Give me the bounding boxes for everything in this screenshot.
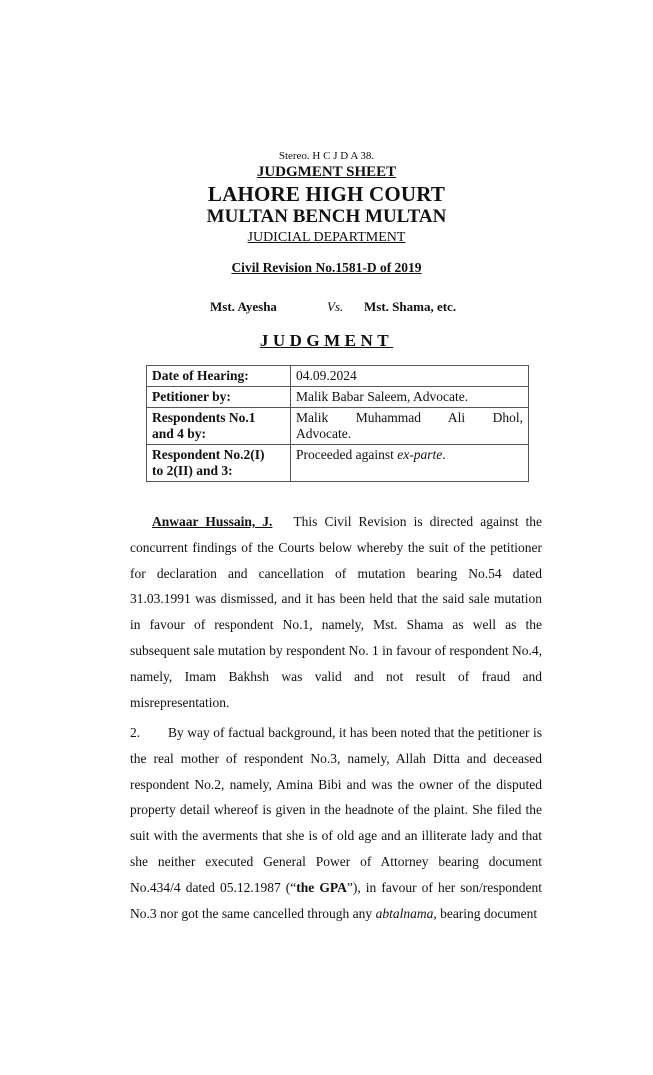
- versus-label: Vs.: [327, 299, 344, 314]
- respondents-counsel-value-line2: Advocate.: [296, 426, 352, 441]
- paragraph-2-text-c: , bearing document: [433, 905, 538, 921]
- court-name: LAHORE HIGH COURT: [207, 182, 446, 206]
- table-row: [147, 366, 529, 387]
- date-of-hearing-value: 04.09.2024: [291, 366, 529, 387]
- respondents-counsel-value: [291, 408, 529, 445]
- respondents-counsel-label-line2: and 4 by:: [152, 426, 207, 441]
- judgment-sheet-title: JUDGMENT SHEET: [256, 164, 397, 180]
- date-of-hearing-label: Date of Hearing:: [147, 366, 291, 387]
- respondents-counsel-value-line1: Malik Muhammad Ali Dhol,: [296, 410, 523, 425]
- hearing-details-table: [146, 365, 529, 482]
- table-row: [147, 408, 529, 445]
- exparte-period: .: [442, 447, 446, 462]
- exparte-text: Proceeded against: [296, 447, 398, 462]
- paragraph-1-text: This Civil Revision is directed against the concurrent findings of the Courts below whereby the suit of the petitioner for declaration and cancellation of mutation bearing No.54 dated 31.03.1991 was dismissed, and it has been held that the said sale mutation in favour of respondent No.1, namely, Mst. Shama as well as the subsequent sale mutation by respondent No. 1 in favour of respondent No.4, namely, Imam Bakhsh was valid and not result of fraud and misrepresentation.: [130, 514, 543, 710]
- department-name: JUDICIAL DEPARTMENT: [247, 230, 406, 245]
- paragraph-1: [130, 509, 542, 715]
- respondents-counsel-label: [147, 408, 291, 445]
- case-number: Civil Revision No.1581-D of 2019: [231, 260, 422, 275]
- gpa-term: the GPA: [296, 879, 347, 895]
- petitioner-counsel-value: Malik Babar Saleem, Advocate.: [291, 387, 529, 408]
- exparte-respondents-label-line2: to 2(II) and 3:: [152, 463, 233, 478]
- judgment-heading: JUDGMENT: [259, 331, 394, 350]
- petitioner-name: Mst. Ayesha: [210, 299, 277, 314]
- paragraph-2-text-a: By way of factual background, it has been noted that the petitioner is the real mother of respondent No.3, namely, Allah Ditta and deceased respondent No.2, namely, Amina Bibi and was the owner of the disputed property detail whereof is given in the headnote of the plaint. She filed the suit with the averments that she is of old age and an illiterate lady and that she neither executed General Power of Attorney bearing document No.434/4 dated 05.12.1987 (“: [130, 725, 542, 895]
- exparte-respondents-value: [291, 445, 529, 482]
- petitioner-counsel-label: Petitioner by:: [147, 387, 291, 408]
- respondents-name: Mst. Shama, etc.: [364, 299, 457, 314]
- exparte-respondents-label: [147, 445, 291, 482]
- exparte-term: ex-parte: [397, 447, 443, 462]
- judge-name: Anwaar Hussain, J.: [152, 514, 273, 529]
- table-row: [147, 445, 529, 482]
- stereo-reference: Stereo. H C J D A 38.: [278, 150, 375, 162]
- abtalnama-term: abtalnama: [375, 905, 434, 921]
- paragraph-2-text-b: ”), in favour of her son/respondent No.3 nor got the same cancelled through any: [130, 879, 542, 921]
- respondents-counsel-label-line1: Respondents No.1: [152, 410, 256, 425]
- bench-name: MULTAN BENCH MULTAN: [206, 206, 447, 227]
- paragraph-2: [130, 720, 542, 926]
- table-row: [147, 387, 529, 408]
- paragraph-number: 2.: [130, 725, 141, 740]
- exparte-respondents-label-line1: Respondent No.2(I): [152, 447, 265, 462]
